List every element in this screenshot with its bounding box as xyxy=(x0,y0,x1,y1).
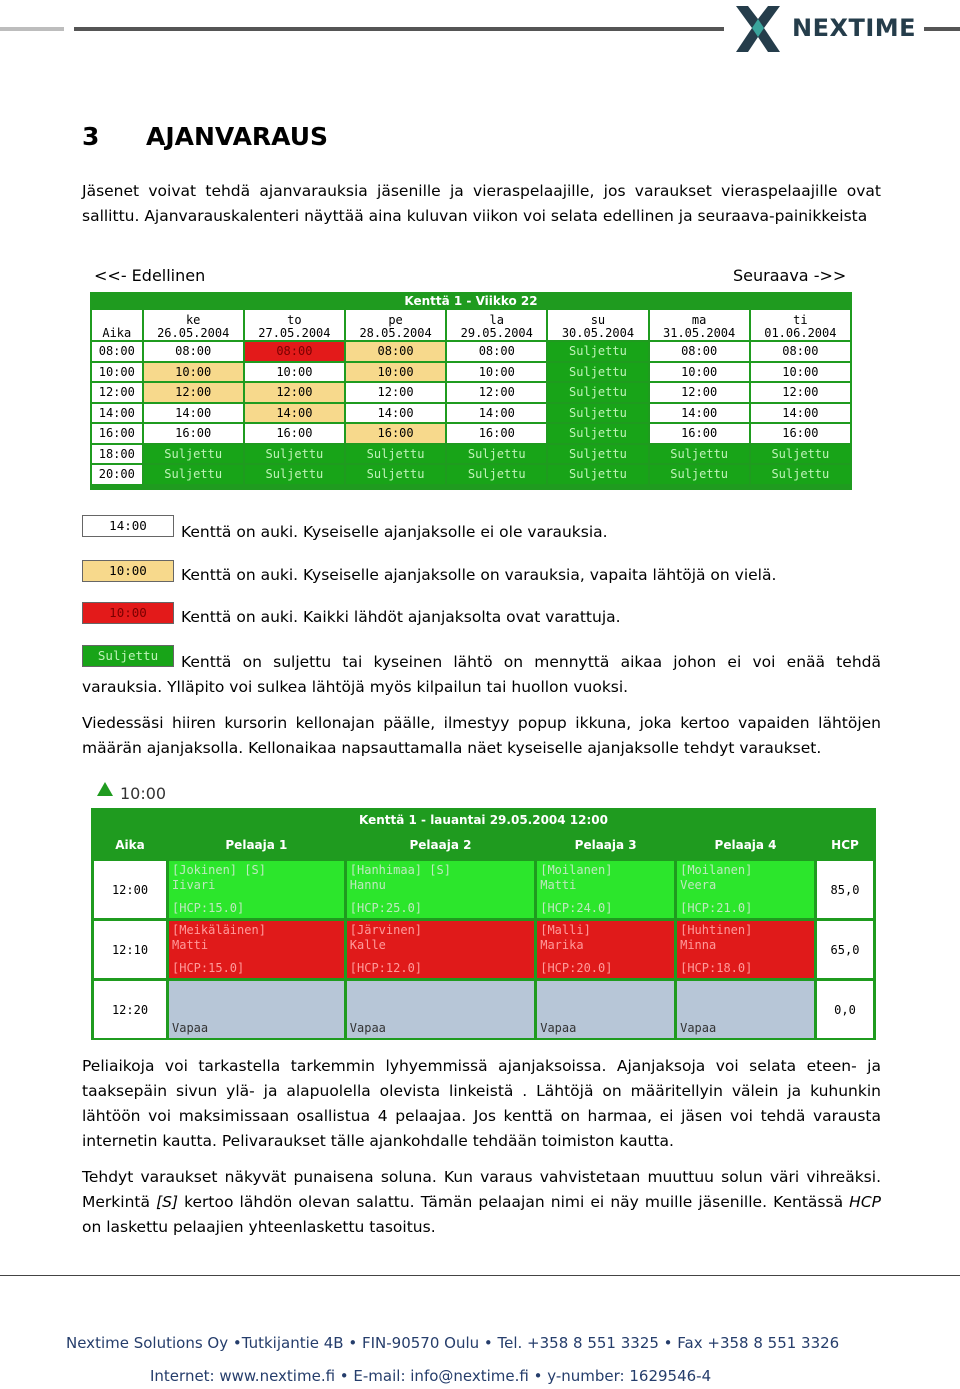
time-slot: Suljettu xyxy=(548,342,647,361)
day-name: ti xyxy=(793,313,808,327)
player-cell[interactable] xyxy=(677,981,814,1038)
time-slot[interactable]: 12:00 xyxy=(447,383,546,402)
popup-column-header: Pelaaja 2 xyxy=(347,832,534,858)
player-line: Matti xyxy=(172,938,209,952)
time-slot[interactable]: 16:00 xyxy=(144,424,243,443)
footer-address: Nextime Solutions Oy •Tutkijantie 4B • FIN-90570 Oulu • Tel. +358 8 551 3325 • Fax +358 8 551 3326 xyxy=(66,1334,840,1352)
time-slot[interactable]: 08:00 xyxy=(144,342,243,361)
calendar-row xyxy=(92,363,850,382)
player-cell[interactable] xyxy=(347,981,534,1038)
player-line: Vapaa xyxy=(172,1021,209,1035)
time-slot: Suljettu xyxy=(548,424,647,443)
popup-row xyxy=(94,861,873,918)
hcp-term: HCP xyxy=(849,1193,881,1211)
player-cell xyxy=(169,861,344,918)
time-slot: Suljettu xyxy=(245,465,344,484)
next-link[interactable]: Seuraava ->> xyxy=(733,266,847,285)
player-line: Minna xyxy=(680,938,717,952)
popup-table xyxy=(91,808,876,1041)
colors-text-1: Tehdyt varaukset näkyvät punaisena soluna. Kun varaus vahvistetaan muuttuu solun väri vihreäksi. Merkintä xyxy=(82,1168,881,1211)
popup-time-cell: 12:20 xyxy=(94,981,166,1038)
player-line: [HCP:20.0] xyxy=(540,961,613,975)
header-rule-left xyxy=(0,27,64,31)
time-slot[interactable]: 08:00 xyxy=(650,342,749,361)
legend-text: Kenttä on auki. Kyseiselle ajanjaksolle on varauksia, vapaita lähtöjä on vielä. xyxy=(181,566,777,584)
player-line: [HCP:15.0] xyxy=(172,901,245,915)
time-slot[interactable]: 16:00 xyxy=(447,424,546,443)
spacer xyxy=(540,893,671,901)
player-cell xyxy=(677,861,814,918)
time-slot[interactable]: 12:00 xyxy=(346,383,445,402)
player-line: [Moilanen] xyxy=(680,863,753,877)
popup-column-header: Pelaaja 4 xyxy=(677,832,814,858)
time-slot: 08:00 xyxy=(245,342,344,361)
legend-sample: Suljettu xyxy=(82,645,174,667)
footer-rule xyxy=(0,1275,960,1276)
time-slot: Suljettu xyxy=(548,404,647,423)
time-slot: Suljettu xyxy=(650,445,749,464)
footer-contact: Internet: www.nextime.fi • E-mail: info@nextime.fi • y-number: 1629546-4 xyxy=(150,1367,712,1385)
time-label: 12:00 xyxy=(92,383,142,402)
spacer xyxy=(172,953,341,961)
previous-link[interactable]: <<- Edellinen xyxy=(94,266,206,285)
player-cell xyxy=(537,861,674,918)
player-line: [HCP:21.0] xyxy=(680,901,753,915)
player-line: Hannu xyxy=(349,878,386,892)
section-title: AJANVARAUS xyxy=(146,122,329,151)
player-cell xyxy=(677,921,814,978)
calendar-row xyxy=(92,342,850,361)
day-header xyxy=(144,310,243,340)
player-line: Marika xyxy=(540,938,584,952)
popup-column-header: Pelaaja 3 xyxy=(537,832,674,858)
legend-text: Kenttä on auki. Kyseiselle ajanjaksolle ei ole varauksia. xyxy=(181,523,608,541)
player-line: [HCP:15.0] xyxy=(172,961,245,975)
colors-paragraph xyxy=(82,1165,881,1240)
time-slot[interactable]: 12:00 xyxy=(650,383,749,402)
day-date: 01.06.2004 xyxy=(764,326,837,340)
time-slot[interactable]: 08:00 xyxy=(447,342,546,361)
player-line: [Huhtinen] xyxy=(680,923,753,937)
header-rule-right xyxy=(924,27,960,31)
time-slot[interactable]: 14:00 xyxy=(346,404,445,423)
player-line: [HCP:12.0] xyxy=(349,961,423,975)
day-date: 28.05.2004 xyxy=(359,326,432,340)
day-date: 30.05.2004 xyxy=(561,326,635,340)
calendar-table xyxy=(90,292,852,486)
time-slot: Suljettu xyxy=(144,465,243,484)
player-cell xyxy=(347,861,534,918)
player-line: [Malli] xyxy=(540,923,591,937)
player-cell xyxy=(537,921,674,978)
time-slot[interactable]: 10:00 xyxy=(245,363,344,382)
time-slot: Suljettu xyxy=(447,445,546,464)
header-rule xyxy=(74,27,724,31)
calendar-row xyxy=(92,465,850,484)
tee-time-popup xyxy=(91,808,876,1040)
legend-sample: 14:00 xyxy=(82,515,174,537)
time-slot[interactable]: 16:00 xyxy=(245,424,344,443)
spacer xyxy=(350,893,531,901)
time-slot: Suljettu xyxy=(346,445,445,464)
day-name: to xyxy=(287,313,302,327)
legend-sample: 10:00 xyxy=(82,602,174,624)
player-line: [Jokinen] [S] xyxy=(172,863,266,877)
logo-text: NEXTIME xyxy=(792,14,917,42)
player-cell xyxy=(169,921,344,978)
day-header xyxy=(751,310,850,340)
popup-time: 10:00 xyxy=(120,784,167,803)
time-slot[interactable]: 10:00 xyxy=(751,363,850,382)
column-header-aika: Aika xyxy=(92,310,142,340)
day-name: pe xyxy=(388,313,403,327)
player-line: [HCP:24.0] xyxy=(540,901,613,915)
intro-paragraph: Jäsenet voivat tehdä ajanvarauksia jäsenille ja vieraspelaajille, jos varaukset vieraspelaajille ovat sallittu. Ajanvarauskalenteri näyttää aina kuluvan viikon voi selata edellinen ja seuraava-painikkeista xyxy=(82,182,881,225)
legend-text: Kenttä on auki. Kaikki lähdöt ajanjaksolta ovat varattuja. xyxy=(181,608,621,626)
day-name: ma xyxy=(691,313,707,327)
player-cell[interactable] xyxy=(169,981,344,1038)
time-slot: Suljettu xyxy=(144,445,243,464)
spacer xyxy=(680,893,811,901)
time-slot[interactable]: 10:00 xyxy=(447,363,546,382)
day-name: la xyxy=(489,313,504,327)
colors-text-2: kertoo lähdön olevan salattu. Tämän pelaajan nimi ei näy muille jäsenille. Kentässä xyxy=(178,1193,850,1211)
day-name: ke xyxy=(185,313,201,327)
time-slot: Suljettu xyxy=(548,383,647,402)
day-header xyxy=(447,310,546,340)
time-slot[interactable]: 10:00 xyxy=(144,363,243,382)
calendar-caption: Kenttä 1 - Viikko 22 xyxy=(92,294,850,308)
time-slot: Suljettu xyxy=(548,445,647,464)
triangle-up-icon xyxy=(96,781,114,797)
popup-paragraph: Viedessäsi hiiren kursorin kellonajan päälle, ilmestyy popup ikkuna, joka kertoo vapaiden lähtöjen määrän ajanjaksolla. Kellonaikaa napsauttamalla näet kyseiselle ajanjaksolle tehdyt varaukset. xyxy=(82,714,881,757)
player-line: [HCP:25.0] xyxy=(349,901,423,915)
player-line: [Meikäläinen] xyxy=(172,923,266,937)
calendar-row xyxy=(92,445,850,464)
time-slot[interactable]: 10:00 xyxy=(650,363,749,382)
time-slot[interactable]: 14:00 xyxy=(447,404,546,423)
player-line: Matti xyxy=(540,878,577,892)
popup-time-cell: 12:00 xyxy=(94,861,166,918)
time-slot: Suljettu xyxy=(751,465,850,484)
time-label: 16:00 xyxy=(92,424,142,443)
day-date: 27.05.2004 xyxy=(258,326,331,340)
time-slot: Suljettu xyxy=(751,445,850,464)
popup-caption: Kenttä 1 - lauantai 29.05.2004 12:00 xyxy=(358,813,608,827)
player-line: Vapaa xyxy=(349,1021,386,1035)
time-slot[interactable]: 16:00 xyxy=(751,424,850,443)
spacer xyxy=(540,953,671,961)
player-line: Vapaa xyxy=(680,1021,717,1035)
legend-text: Kenttä on suljettu tai kyseinen lähtö on mennyttä aikaa johon ei voi enää tehdä varauksia. Ylläpito voi sulkea lähtöjä myös kilpailun tai huollon vuoksi. xyxy=(82,653,881,696)
player-line: Veera xyxy=(680,878,717,892)
time-slot[interactable]: 08:00 xyxy=(751,342,850,361)
time-label: 08:00 xyxy=(92,342,142,361)
player-line: [Moilanen] xyxy=(540,863,613,877)
time-slot: Suljettu xyxy=(245,445,344,464)
day-header xyxy=(346,310,445,340)
popup-column-header: Aika xyxy=(94,832,166,858)
player-line: [Järvinen] xyxy=(349,923,423,937)
time-slot[interactable]: 12:00 xyxy=(245,383,344,402)
time-label: 20:00 xyxy=(92,465,142,484)
time-slot[interactable]: 16:00 xyxy=(346,424,445,443)
player-line: Kalle xyxy=(349,938,386,952)
day-header xyxy=(245,310,344,340)
time-slot: Suljettu xyxy=(548,363,647,382)
time-slot: Suljettu xyxy=(650,465,749,484)
time-slot[interactable]: 14:00 xyxy=(144,404,243,423)
secret-marker: [S] xyxy=(156,1193,178,1211)
time-slot[interactable]: 12:00 xyxy=(144,383,243,402)
calendar-row xyxy=(92,404,850,423)
week-calendar xyxy=(90,292,852,490)
time-label: 18:00 xyxy=(92,445,142,464)
time-slot: Suljettu xyxy=(346,465,445,484)
day-date: 31.05.2004 xyxy=(663,326,736,340)
player-cell[interactable] xyxy=(537,981,674,1038)
nextime-logo-icon xyxy=(734,6,782,52)
section-number: 3 xyxy=(82,122,100,151)
popup-column-header: HCP xyxy=(817,832,873,858)
time-slot[interactable]: 14:00 xyxy=(650,404,749,423)
player-line: [Hanhimaa] [S] xyxy=(349,863,451,877)
day-header xyxy=(650,310,749,340)
popup-row xyxy=(94,981,873,1038)
spacer xyxy=(680,953,811,961)
hcp-cell: 85,0 xyxy=(817,861,873,918)
time-slot[interactable]: 14:00 xyxy=(245,404,344,423)
time-slot[interactable]: 12:00 xyxy=(751,383,850,402)
player-line: [HCP:18.0] xyxy=(680,961,753,975)
hcp-cell: 0,0 xyxy=(817,981,873,1038)
day-header xyxy=(548,310,647,340)
hcp-cell: 65,0 xyxy=(817,921,873,978)
time-slot[interactable]: 08:00 xyxy=(346,342,445,361)
day-name: su xyxy=(590,313,606,327)
popup-row xyxy=(94,921,873,978)
popup-column-header: Pelaaja 1 xyxy=(169,832,344,858)
day-date: 29.05.2004 xyxy=(460,326,533,340)
spacer xyxy=(350,953,531,961)
calendar-row xyxy=(92,424,850,443)
player-cell xyxy=(347,921,534,978)
calendar-row xyxy=(92,383,850,402)
legend-sample: 10:00 xyxy=(82,560,174,582)
player-line: Iivari xyxy=(172,878,216,892)
time-slot: Suljettu xyxy=(447,465,546,484)
time-slot[interactable]: 14:00 xyxy=(751,404,850,423)
time-slot[interactable]: 10:00 xyxy=(346,363,445,382)
colors-text-3: on laskettu pelaajien yhteenlaskettu tasoitus. xyxy=(82,1218,436,1236)
time-slot[interactable]: 16:00 xyxy=(650,424,749,443)
player-line: Vapaa xyxy=(540,1021,577,1035)
popup-time-cell: 12:10 xyxy=(94,921,166,978)
time-label: 14:00 xyxy=(92,404,142,423)
time-slot: Suljettu xyxy=(548,465,647,484)
details-paragraph: Peliaikoja voi tarkastella tarkemmin lyhyemmissä ajanjaksoissa. Ajanjaksoja voi selata eteen- ja taaksepäin sivun ylä- ja alapuolella olevista linkeistä . Lähtöjä on määritellyin välein ja kuhunkin lähtöön voi maksimissaan osallistua 4 pelaajaa. Jos kenttä on harmaa, ei jäsen voi tehdä varausta internetin kautta. Pelivaraukset tälle ajankohdalle tehdään toimiston kautta. xyxy=(82,1057,881,1150)
day-date: 26.05.2004 xyxy=(157,326,230,340)
time-label: 10:00 xyxy=(92,363,142,382)
spacer xyxy=(172,893,341,901)
